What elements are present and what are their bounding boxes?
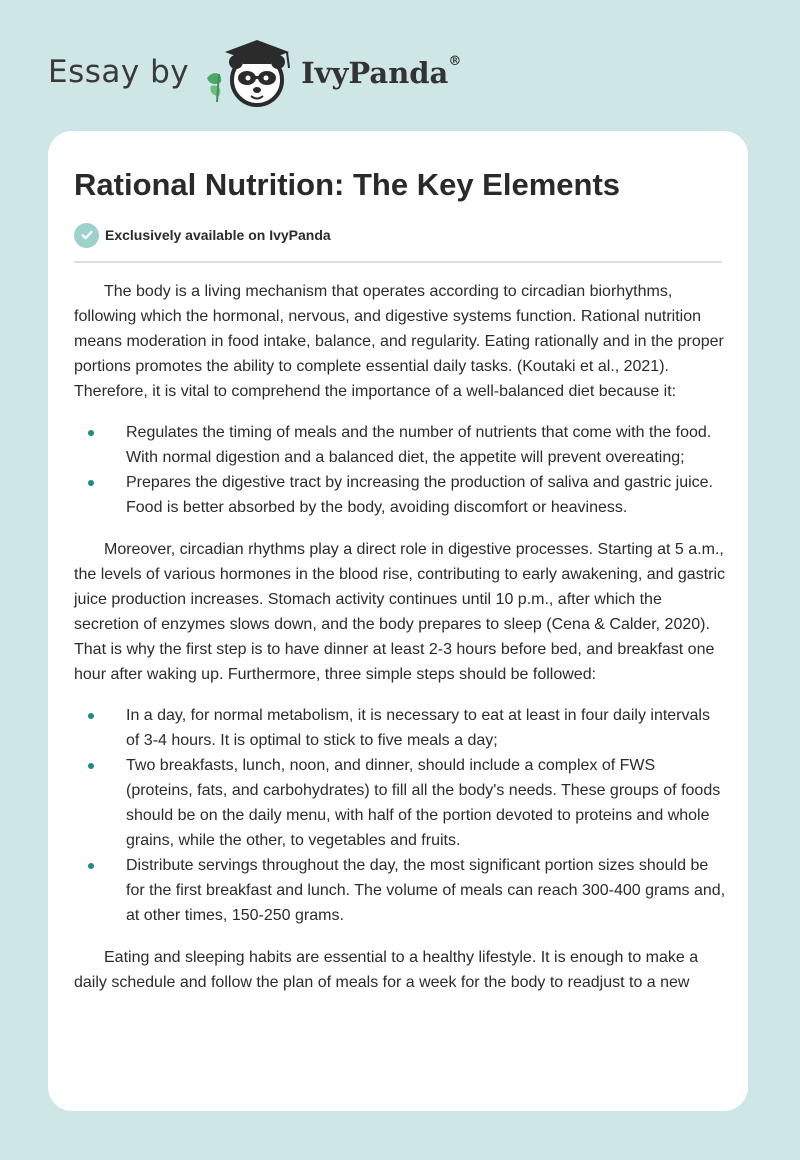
bullet-list [74, 420, 726, 520]
paragraph: Moreover, circadian rhythms play a direct role in digestive processes. Starting at 5 a.m., the levels of various hormones in the blood rise, contributing to early awakening, and gastric juice production increases. Stomach activity continues until 10 p.m., after which the secretion of enzymes slows down, and the body prepares to sleep (Cena & Calder, 2020). That is why the first step is to have dinner at least 2-3 hours before bed, and breakfast one hour after waking up. Furthermore, three simple steps should be followed: [74, 541, 726, 683]
essay-body [74, 279, 726, 1011]
paragraph: Eating and sleeping habits are essential to a healthy lifestyle. It is enough to make a daily schedule and follow the plan of meals for a week for the body to readjust to a new [74, 949, 699, 991]
list-item: Two breakfasts, lunch, noon, and dinner, should include a complex of FWS (proteins, fats, and carbohydrates) to fill all the body's needs. These groups of foods should be on the daily menu, with half of the portion devoted to proteins and whole grains, while the other, to vegetables and fruits. [74, 753, 726, 853]
bullet-icon [88, 480, 94, 486]
site-header [48, 34, 508, 110]
bullet-icon [88, 763, 94, 769]
list-item: Prepares the digestive tract by increasing the production of saliva and gastric juice. Food is better absorbed by the body, avoiding discomfort or heaviness. [74, 470, 726, 520]
exclusive-badge [74, 222, 331, 248]
paragraph: The body is a living mechanism that operates according to circadian biorhythms, following which the hormonal, nervous, and digestive systems function. Rational nutrition means moderation in food intake, balance, and regularity. Eating rationally and in the proper portions promotes the ability to complete essential daily tasks. (Koutaki et al., 2021). Therefore, it is vital to comprehend the importance of a well-balanced diet because it: [74, 283, 724, 400]
bullet-icon [88, 863, 94, 869]
bullet-icon [88, 430, 94, 436]
badge-label: Exclusively available on IvyPanda [105, 227, 331, 243]
brand-name[interactable]: IvyPanda® [301, 54, 462, 90]
bullet-icon [88, 713, 94, 719]
list-item: In a day, for normal metabolism, it is necessary to eat at least in four daily intervals of 3-4 hours. It is optimal to stick to five meals a day; [74, 703, 726, 753]
panda-logo-icon[interactable] [203, 34, 299, 110]
list-item: Distribute servings throughout the day, the most significant portion sizes should be for the first breakfast and lunch. The volume of meals can reach 300-400 grams and, at other times, 150-250 grams. [74, 853, 726, 928]
check-icon [74, 223, 99, 248]
list-item: Regulates the timing of meals and the number of nutrients that come with the food. With normal digestion and a balanced diet, the appetite will prevent overeating; [74, 420, 726, 470]
bullet-list [74, 703, 726, 928]
essay-by-label: Essay by [48, 54, 190, 90]
essay-card [48, 131, 748, 1111]
page-title: Rational Nutrition: The Key Elements [74, 167, 621, 202]
divider [74, 261, 722, 263]
